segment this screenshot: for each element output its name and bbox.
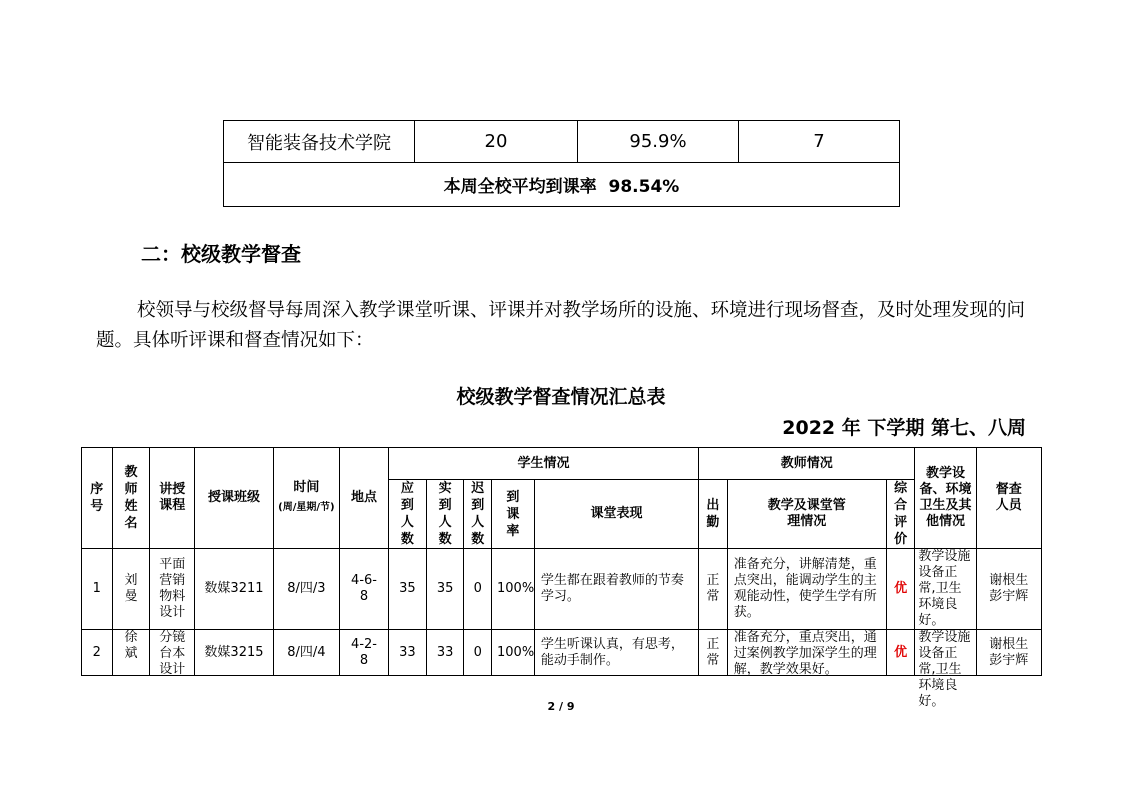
course-cell: 平面营销物料设计 [150, 549, 195, 630]
header-attendance: 出勤 [699, 480, 728, 549]
absent-cell: 7 [739, 121, 900, 163]
section-title: 二：校级教学督查 [141, 242, 301, 266]
overall-rating: 优 [886, 549, 915, 630]
seq-cell: 1 [82, 549, 113, 630]
count-cell: 20 [415, 121, 578, 163]
total-value: 98.54% [608, 177, 680, 197]
facility-cell: 教学设施设备正常,卫生环境良好。 [915, 549, 976, 630]
management-cell: 准备充分，讲解清楚，重点突出，能调动学生的主观能动性，使学生学有所获。 [727, 549, 886, 630]
teacher-cell-wrap [112, 630, 150, 676]
header-performance: 课堂表现 [534, 480, 698, 549]
time-cell: 8/四/4 [273, 630, 339, 676]
header-course: 讲授课程 [150, 448, 195, 549]
attendance-cell: 正常 [699, 549, 728, 630]
attendance-cell: 正常 [699, 630, 728, 676]
inspector-cell: 谢根生彭宇辉 [976, 549, 1041, 630]
teacher-cell: 徐斌 [124, 630, 138, 661]
header-inspector: 督查人员 [976, 448, 1041, 549]
facility-cell-wrap [915, 630, 976, 709]
management-cell: 准备充分，重点突出，通过案例教学加深学生的理解，教学效果好。 [733, 630, 877, 677]
time-cell: 8/四/3 [273, 549, 339, 630]
course-cell-wrap [150, 630, 195, 676]
performance-cell: 学生听课认真，有思考，能动手制作。 [534, 630, 698, 676]
total-label: 本周全校平均到课率 [443, 177, 597, 197]
header-time-sub: (周/星期/节) [278, 502, 335, 513]
header-teacher-group: 教师情况 [699, 448, 915, 480]
page-number: 2 / 9 [547, 700, 575, 713]
header-late: 迟到人数 [464, 480, 492, 549]
performance-cell: 学生都在跟着教师的节奏学习。 [534, 549, 698, 630]
rate-cell: 100% [492, 549, 535, 630]
expected-cell: 33 [389, 630, 427, 676]
header-rate: 到课率 [492, 480, 535, 549]
intro-paragraph: 校领导与校级督导每周深入教学课堂听课、评课并对教学场所的设施、环境进行现场督查，及时处理发现的问题。具体听评课和督查情况如下： [96, 300, 1026, 351]
expected-cell: 35 [389, 549, 427, 630]
table-row [224, 121, 900, 163]
rate-cell: 100% [492, 630, 535, 676]
late-cell: 0 [464, 630, 492, 676]
semester-label: 2022 年 下学期 第七、八周 [782, 417, 1026, 439]
total-row [224, 163, 900, 207]
location-cell: 4-2-8 [340, 630, 389, 676]
teacher-cell: 刘曼 [112, 549, 150, 630]
class-cell: 数媒3211 [195, 549, 274, 630]
header-actual: 实到人数 [426, 480, 464, 549]
header-student-group: 学生情况 [389, 448, 699, 480]
late-cell: 0 [464, 549, 492, 630]
header-facility: 教学设备、环境卫生及其他情况 [915, 448, 976, 549]
header-expected: 应到人数 [389, 480, 427, 549]
facility-cell: 教学设施设备正常,卫生环境良好。 [918, 630, 971, 709]
seq-cell: 2 [82, 630, 113, 676]
actual-cell: 35 [426, 549, 464, 630]
rate-cell: 95.9% [578, 121, 739, 163]
header-management: 教学及课堂管理情况 [727, 480, 886, 549]
inspector-cell: 谢根生彭宇辉 [976, 630, 1041, 676]
header-time-label: 时间 [293, 480, 320, 495]
header-time [273, 448, 339, 549]
management-cell-wrap [727, 630, 886, 676]
attendance-table [223, 120, 900, 207]
location-cell: 4-6-8 [340, 549, 389, 630]
header-seq: 序号 [82, 448, 113, 549]
header-overall: 综合评价 [886, 480, 915, 549]
overall-rating: 优 [886, 630, 915, 676]
header-row [82, 448, 1042, 480]
actual-cell: 33 [426, 630, 464, 676]
total-cell [224, 163, 900, 207]
table-title: 校级教学督查情况汇总表 [456, 386, 666, 408]
college-cell: 智能装备技术学院 [224, 121, 415, 163]
header-class: 授课班级 [195, 448, 274, 549]
table-row [82, 549, 1042, 630]
course-cell: 分镜台本设计 [159, 630, 186, 677]
table-row [82, 630, 1042, 676]
header-teacher-name: 教师姓名 [112, 448, 150, 549]
header-location: 地点 [340, 448, 389, 549]
class-cell: 数媒3215 [195, 630, 274, 676]
